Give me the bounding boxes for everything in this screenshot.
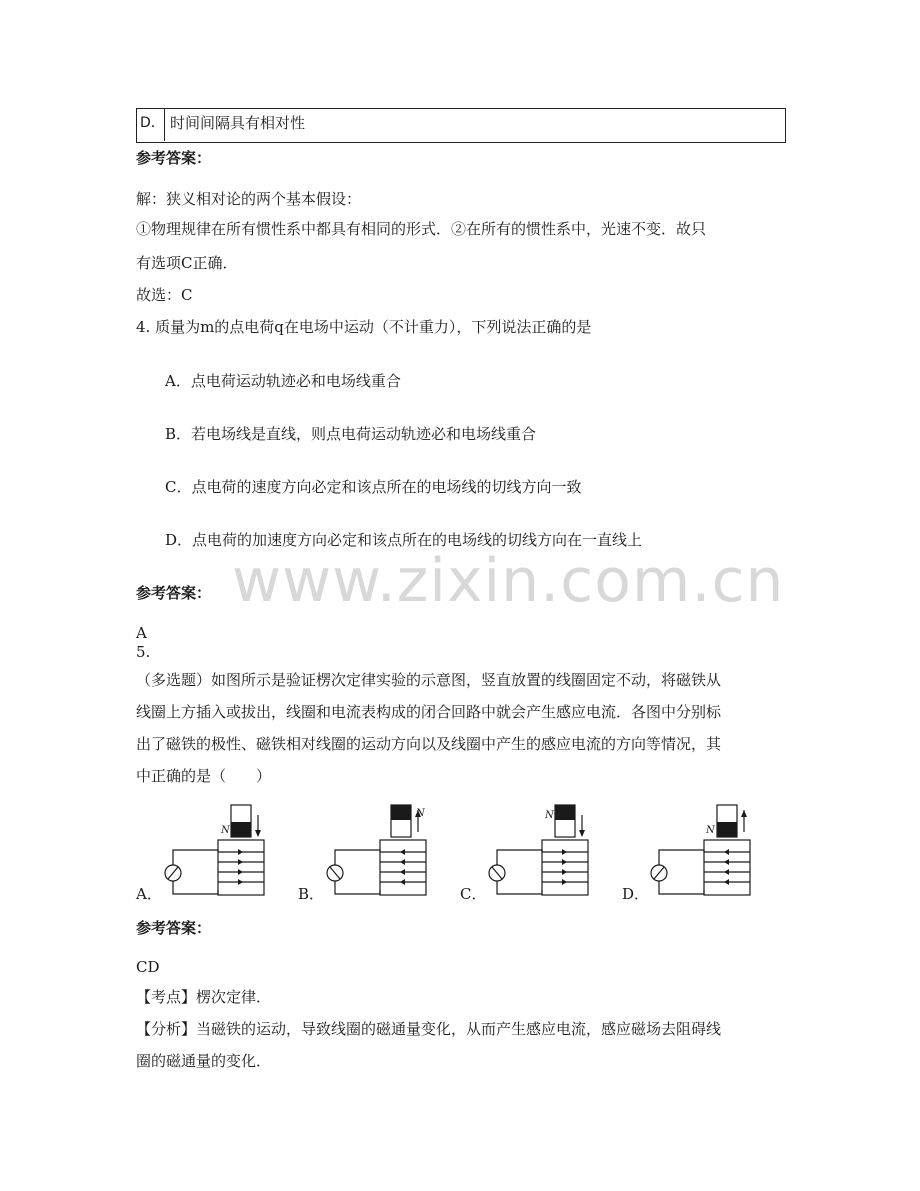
q4-option-b: B．若电场线是直线，则点电荷运动轨迹必和电场线重合 (165, 425, 537, 443)
figure-a-pole: N (221, 825, 230, 836)
figure-c-pole: N (545, 810, 554, 821)
q5-stem-line4: 中正确的是（ ） (136, 767, 272, 785)
figure-c-label: C． (460, 885, 487, 903)
figure-b-label: B． (298, 885, 325, 903)
answer-heading-q3: 参考答案： (136, 149, 212, 167)
q4-option-c: C．点电荷的速度方向必定和该点所在的电场线的切线方向一致 (165, 478, 582, 496)
figure-d-pole: N (706, 825, 715, 836)
figure-d-label: D． (622, 885, 650, 903)
q5-stem-line2: 线圈上方插入或拔出，线圈和电流表构成的闭合回路中就会产生感应电流．各图中分别标 (136, 703, 722, 721)
prev-option-d-text: 时间间隔具有相对性 (170, 114, 306, 132)
q5-kaodian: 【考点】楞次定律． (136, 988, 272, 1006)
q4-option-d: D．点电荷的加速度方向必定和该点所在的电场线的切线方向在一直线上 (165, 531, 643, 549)
prev-option-d-box (136, 108, 786, 143)
figure-b-diagram (320, 800, 432, 900)
q4-stem: 4. 质量为m的点电荷q在电场中运动（不计重力），下列说法正确的是 (136, 318, 592, 336)
q5-number: 5. (136, 643, 151, 661)
answer-heading-q4: 参考答案： (136, 584, 212, 602)
q5-answer: CD (136, 958, 160, 976)
answer-heading-q5: 参考答案： (136, 919, 212, 937)
q4-answer: A (136, 624, 147, 642)
figure-b-pole: N (416, 808, 425, 819)
figure-c-diagram (482, 800, 594, 900)
q4-option-a: A．点电荷运动轨迹必和电场线重合 (165, 372, 401, 390)
q3-solution-line1: 解：狭义相对论的两个基本假设： (136, 190, 362, 208)
q3-solution-line2: ①物理规律在所有惯性系中都具有相同的形式．②在所有的惯性系中，光速不变．故只 (136, 220, 707, 238)
figure-a-label: A． (136, 885, 162, 903)
prev-option-d-label: D． (137, 109, 165, 141)
q3-final-choice: 故选：C (136, 286, 193, 304)
q5-stem-line1: （多选题）如图所示是验证楞次定律实验的示意图，竖直放置的线圈固定不动，将磁铁从 (136, 671, 722, 689)
q3-solution-line3: 有选项C正确． (136, 254, 238, 272)
q5-fenxi-line1: 【分析】当磁铁的运动，导致线圈的磁通量变化，从而产生感应电流，感应磁场去阻碍线 (136, 1020, 722, 1038)
figure-a-diagram (158, 800, 270, 900)
watermark: www.zixin.com.cn (232, 546, 785, 616)
q5-stem-line3: 出了磁铁的极性、磁铁相对线圈的运动方向以及线圈中产生的感应电流的方向等情况，其 (136, 735, 722, 753)
q5-fenxi-line2: 圈的磁通量的变化． (136, 1052, 272, 1070)
figure-d-diagram (644, 800, 756, 900)
